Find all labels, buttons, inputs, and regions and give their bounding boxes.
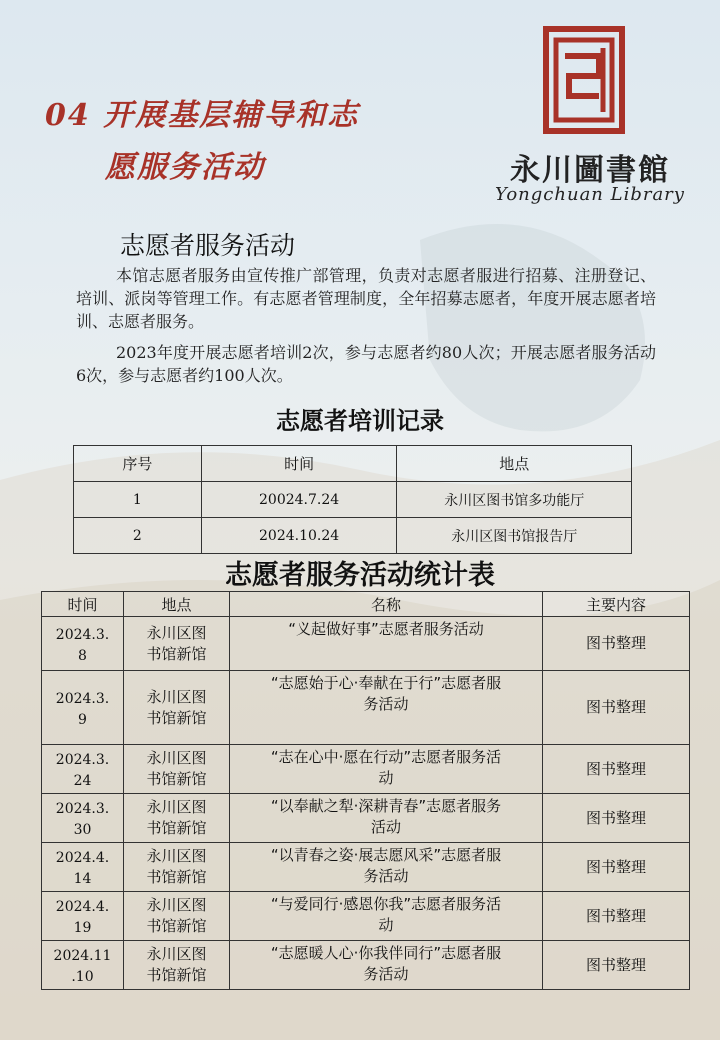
table-cell-time: 2024.3. 30 [42, 794, 124, 843]
library-seal-logo [543, 26, 625, 134]
table-cell-content: 图书整理 [543, 794, 690, 843]
table-cell-time: 2024.4. 19 [42, 892, 124, 941]
table-cell-content: 图书整理 [543, 892, 690, 941]
intro-paragraph-2: 2023年度开展志愿者培训2次，参与志愿者约80人次；开展志愿者服务活动6次，参与志愿者约100人次。 [76, 343, 656, 385]
table-cell: 20024.7.24 [201, 482, 397, 518]
table-cell-time: 2024.3. 8 [42, 617, 124, 671]
table-cell-content: 图书整理 [543, 941, 690, 990]
table-cell-time: 2024.3. 24 [42, 745, 124, 794]
section-title [45, 90, 505, 194]
table-cell: 永川区图书馆多功能厅 [397, 482, 632, 518]
intro-heading: 志愿者服务活动 [120, 231, 296, 260]
table-header-row [42, 592, 690, 617]
table-row [42, 941, 690, 990]
training-table [73, 445, 632, 554]
training-table-title: 志愿者培训记录 [276, 407, 444, 435]
table-cell-time: 2024.4. 14 [42, 843, 124, 892]
table-cell-place: 永川区图 书馆新馆 [124, 892, 230, 941]
table-cell-name: “义起做好事”志愿者服务活动 [230, 617, 543, 671]
table-cell-content: 图书整理 [543, 671, 690, 745]
table-row [74, 482, 632, 518]
column-header: 时间 [42, 592, 124, 617]
service-table-title: 志愿者服务活动统计表 [225, 560, 495, 591]
table-cell-place: 永川区图 书馆新馆 [124, 794, 230, 843]
library-name-en: Yongchuan Library [495, 184, 685, 205]
column-header: 主要内容 [543, 592, 690, 617]
table-cell-place: 永川区图 书馆新馆 [124, 617, 230, 671]
table-row [42, 745, 690, 794]
table-cell-content: 图书整理 [543, 843, 690, 892]
table-cell-name: “与爱同行·感恩你我”志愿者服务活 动 [230, 892, 543, 941]
intro-paragraph-1: 本馆志愿者服务由宣传推广部管理，负责对志愿者服进行招募、注册登记、培训、派岗等管理工作。有志愿者管理制度，全年招募志愿者，年度开展志愿者培训、志愿者服务。 [76, 266, 656, 331]
table-cell-place: 永川区图 书馆新馆 [124, 843, 230, 892]
table-cell-time: 2024.11 .10 [42, 941, 124, 990]
table-cell-name: “以奉献之犁·深耕青春”志愿者服务 活动 [230, 794, 543, 843]
table-cell: 1 [74, 482, 202, 518]
table-cell-name: “志在心中·愿在行动”志愿者服务活 动 [230, 745, 543, 794]
table-cell-place: 永川区图 书馆新馆 [124, 671, 230, 745]
table-cell-time: 2024.3. 9 [42, 671, 124, 745]
table-header-row [74, 446, 632, 482]
table-cell-place: 永川区图 书馆新馆 [124, 941, 230, 990]
column-header: 名称 [230, 592, 543, 617]
section-title-line1: 04 开展基层辅导和志 [45, 98, 360, 133]
table-cell: 2 [74, 518, 202, 554]
table-cell: 2024.10.24 [201, 518, 397, 554]
table-row [42, 843, 690, 892]
table-row [42, 617, 690, 671]
service-table [41, 591, 690, 990]
table-cell-place: 永川区图 书馆新馆 [124, 745, 230, 794]
table-cell-name: “志愿始于心·奉献在于行”志愿者服 务活动 [230, 671, 543, 745]
table-cell: 永川区图书馆报告厅 [397, 518, 632, 554]
column-header: 序号 [74, 446, 202, 482]
column-header: 地点 [124, 592, 230, 617]
table-cell-content: 图书整理 [543, 745, 690, 794]
table-row [42, 671, 690, 745]
table-cell-content: 图书整理 [543, 617, 690, 671]
table-row [74, 518, 632, 554]
section-title-line2: 愿服务活动 [105, 150, 265, 185]
library-name-cn: 永川圖書館 [510, 153, 670, 188]
table-cell-name: “以青春之姿·展志愿风采”志愿者服 务活动 [230, 843, 543, 892]
table-row [42, 892, 690, 941]
column-header: 时间 [201, 446, 397, 482]
column-header: 地点 [397, 446, 632, 482]
table-cell-name: “志愿暖人心·你我伴同行”志愿者服 务活动 [230, 941, 543, 990]
table-row [42, 794, 690, 843]
